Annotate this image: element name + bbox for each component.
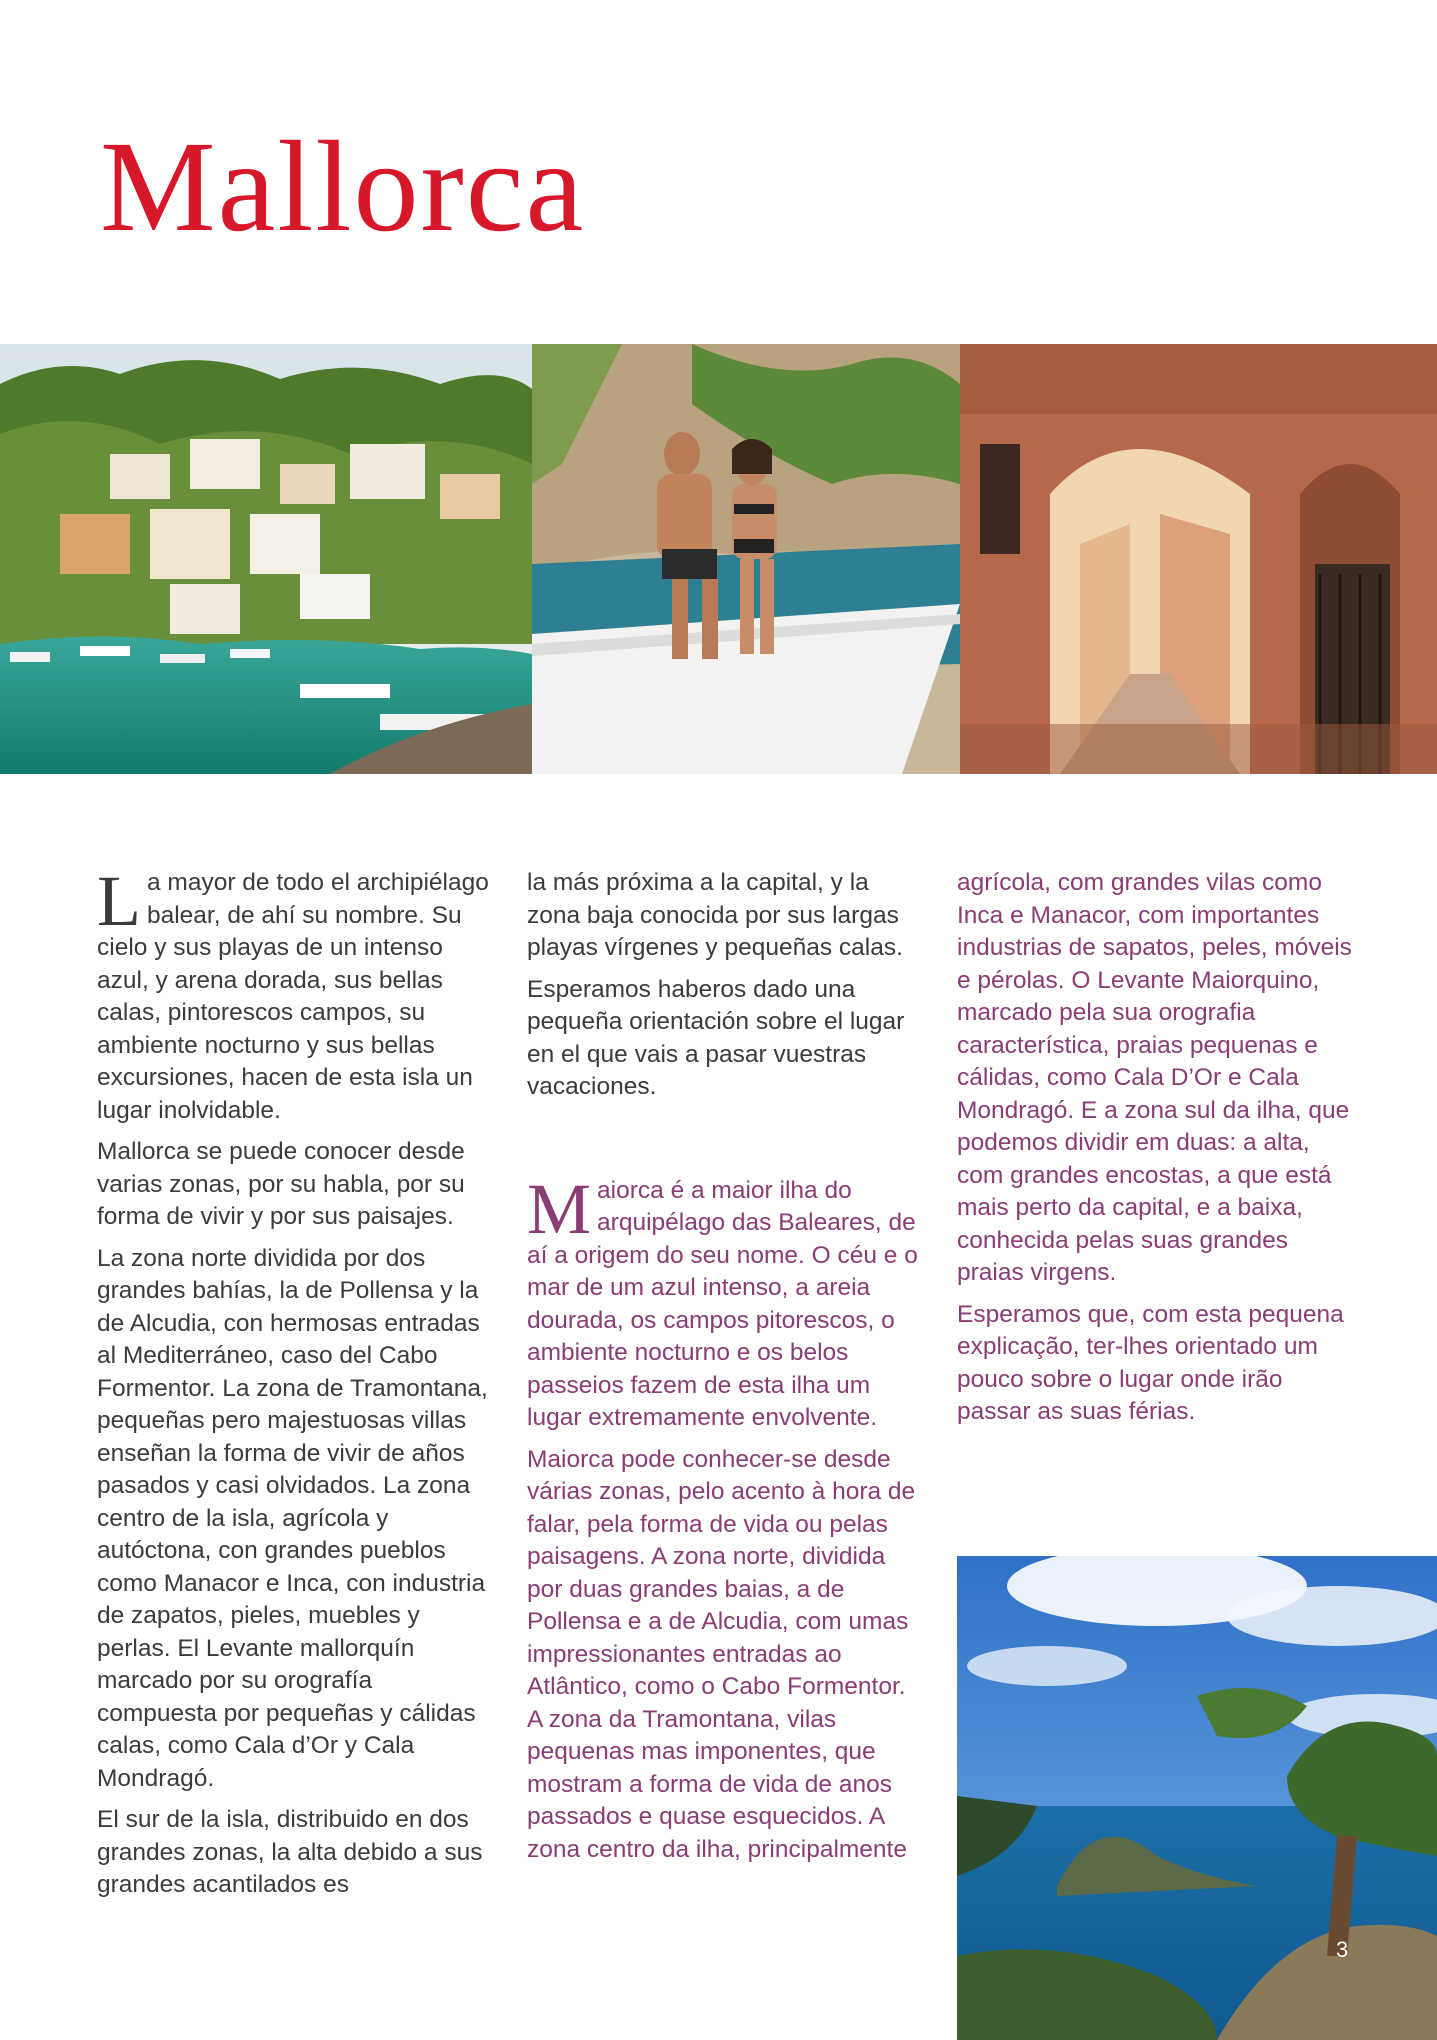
es-paragraph-4-start: El sur de la isla, distribuido en dos grandes zonas, la alta debido a sus grandes acantilados es [97, 1806, 483, 1898]
page-title: Mallorca [100, 115, 586, 259]
es-paragraph-3: La zona norte dividida por dos grandes bahías, la de Pollensa y la de Alcudia, con hermosas entradas al Mediterráneo, caso del Cabo Formentor. La zona de Tramontana, pequeñas pero majestuosas villas enseñan la forma de vivir de años pasados y casi olvidados. La zona centro de la isla, agrícola y autóctona, con grandes pueblos como Manacor e Inca, con industria de zapatos, pieles, muebles y perlas. El Levante mallorquín marcado por su orografía compuesta por pequeñas y cálidas calas, como Cala d’Or y Cala Mondragó. [97, 1244, 488, 1792]
pt-paragraph-1: Maiorca é a maior ilha do arquipélago das Baleares, de aí a origem do seu nome. O céu e o mar de um azul intenso, a areia dourada, os campos pitorescos, o ambiente nocturno e os belos passeios fazem de esta ilha um lugar extremamente envolvente. [527, 1168, 918, 1431]
page-number: 3 [1336, 1937, 1349, 1962]
column-2 [527, 867, 922, 1875]
photo-harbor [0, 344, 532, 774]
photo-couple-on-boat [532, 344, 960, 774]
pt-paragraph-2-start: Maiorca pode conhecer-se desde várias zonas, pelo acento à hora de falar, pela forma de vida ou pelas paisagens. A zona norte, dividida por duas grandes baias, a de Pollensa e a de Alcudia, com umas impressionantes entradas ao Atlântico, como o Cabo Formentor. A zona da Tramontana, vilas pequenas mas imponentes, que mostram a forma de vida de anos passados e quase esquecidos. A zona centro da ilha, principalmente [527, 1445, 916, 1863]
es-paragraph-2: Mallorca se puede conocer desde varias zonas, por su habla, por su forma de vivir y por sus paisajes. [97, 1138, 465, 1230]
drop-cap-spanish: L [97, 861, 141, 941]
drop-cap-portuguese: M [527, 1168, 592, 1249]
es-paragraph-1: La mayor de todo el archipiélago balear, de ahí su nombre. Su cielo y sus playas de un intenso azul, y arena dorada, sus bellas calas, pintorescos campos, su ambiente nocturno y sus bellas excursiones, hacen de esta isla un lugar inolvidable. [97, 861, 489, 1124]
photo-coastline-pine [957, 1556, 1437, 2040]
es-paragraph-5: Esperamos haberos dado una pequeña orientación sobre el lugar en el que vais a pasar vuestras vacaciones. [527, 975, 905, 1100]
pt-paragraph-3: Esperamos que, com esta pequena explicação, ter-lhes orientado um pouco sobre o lugar onde irão passar as suas férias. [957, 1300, 1344, 1425]
pt-paragraph-2-end: agrícola, com grandes vilas como Inca e Manacor, com importantes industrias de sapatos, peles, móveis e pérolas. O Levante Maiorquino, marcado pela sua orografia característica, praias pequenas e cálidas, como Cala D’Or e Cala Mondragó. E a zona sul da ilha, que podemos dividir em duas: a alta, com grandes encostas, a que está mais perto da capital, e a baixa, conhecida pelas suas grandes praias virgens. [957, 869, 1352, 1286]
es-paragraph-4-end: la más próxima a la capital, y la zona baja conocida por sus largas playas vírgenes y pequeñas calas. [527, 869, 903, 961]
photo-stone-archway-street [960, 344, 1437, 774]
column-1 [97, 861, 492, 1911]
column-3 [957, 867, 1352, 1438]
